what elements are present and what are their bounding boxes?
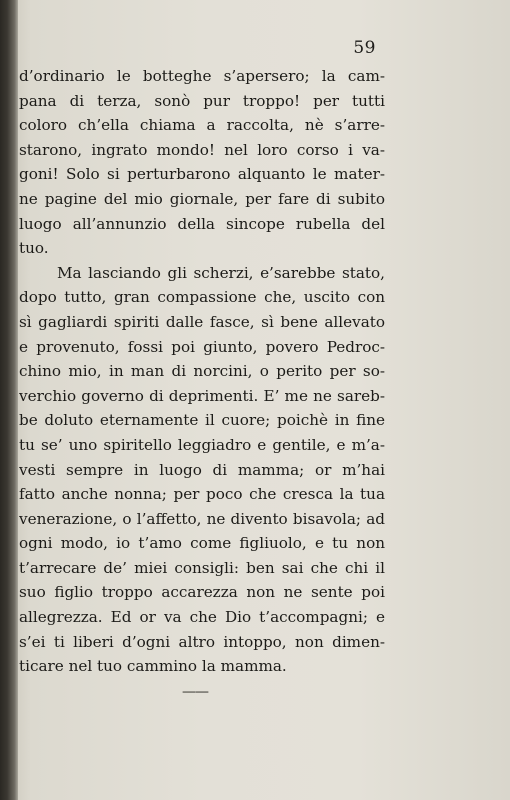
text-line: e provenuto, fossi poi giunto, povero Pedroc- xyxy=(19,337,385,356)
text-line: starono, ingrato mondo! nel loro corso i va- xyxy=(19,140,385,159)
text-line: ticare nel tuo cammino la mamma. xyxy=(19,657,287,676)
text-line: venerazione, o l’affetto, ne divento bisavola; ad xyxy=(19,509,385,528)
text-line: chino mio, in man di norcini, o perito per so- xyxy=(19,362,385,381)
text-line: ne pagine del mio giornale, per fare di subito xyxy=(19,189,385,208)
text-line: luogo all’annunzio della sincope rubella del xyxy=(19,214,385,233)
text-line: t’arrecare de’ miei consigli: ben sai che chi il xyxy=(19,558,385,577)
body-text xyxy=(19,64,385,679)
text-line: tuo. xyxy=(19,239,49,258)
page-number: 59 xyxy=(353,38,376,58)
text-line: allegrezza. Ed or va che Dio t’accompagni; e xyxy=(19,608,385,627)
text-line: sì gagliardi spiriti dalle fasce, sì bene allevato xyxy=(19,312,385,331)
text-line: vesti sempre in luogo di mamma; or m’hai xyxy=(19,460,385,479)
text-line: coloro ch’ella chiama a raccolta, nè s’arre- xyxy=(19,116,385,135)
text-line: s’ei ti liberi d’ogni altro intoppo, non dimen- xyxy=(19,632,385,651)
text-line: ogni modo, io t’amo come figliuolo, e tu non xyxy=(19,534,385,553)
end-rule: —— xyxy=(182,684,208,700)
text-line: fatto anche nonna; per poco che cresca la tua xyxy=(19,485,385,504)
text-line: Ma lasciando gli scherzi, e’sarebbe stato, xyxy=(57,263,385,282)
text-line: suo figlio troppo accarezza non ne sente poi xyxy=(19,583,385,602)
text-line: tu se’ uno spiritello leggiadro e gentile, e m’a- xyxy=(19,435,385,454)
text-line: pana di terza, sonò pur troppo! per tutti xyxy=(19,91,385,110)
paragraph-2 xyxy=(19,261,385,679)
text-line: dopo tutto, gran compassione che, uscito con xyxy=(19,288,385,307)
paragraph-1 xyxy=(19,64,385,261)
text-line: be doluto eternamente il cuore; poichè in fine xyxy=(19,411,385,430)
text-line: verchio governo di deprimenti. E’ me ne sareb- xyxy=(19,386,385,405)
binding-shadow xyxy=(0,0,18,800)
text-line: d’ordinario le botteghe s’apersero; la cam- xyxy=(19,67,385,85)
text-line: goni! Solo si perturbarono alquanto le mater- xyxy=(19,165,385,184)
